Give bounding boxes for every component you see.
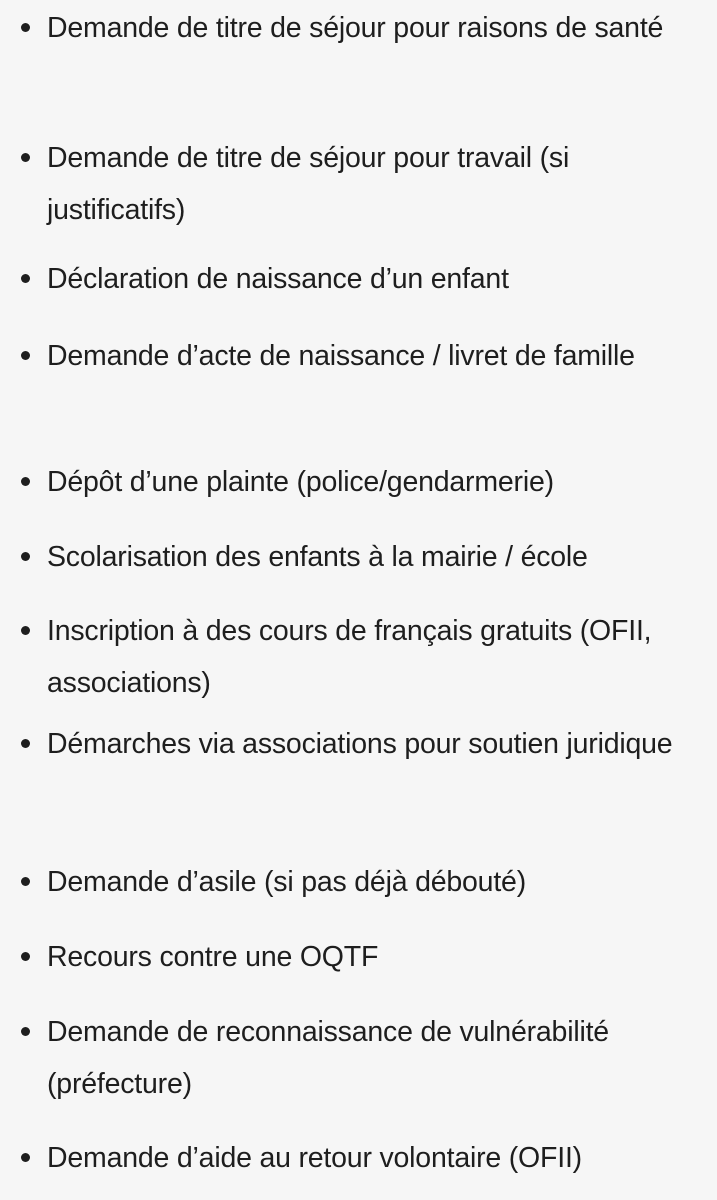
bullet-icon bbox=[21, 739, 30, 748]
bullet-icon bbox=[21, 274, 30, 283]
bullet-icon bbox=[21, 477, 30, 486]
bullet-icon bbox=[21, 877, 30, 886]
list-item-text: Demande d’aide au retour volontaire (OFII) bbox=[47, 1142, 582, 1174]
bullet-icon bbox=[21, 552, 30, 561]
list-item-text: Scolarisation des enfants à la mairie / école bbox=[47, 541, 588, 573]
list-item-text: Demande de titre de séjour pour raisons de santé bbox=[47, 12, 664, 44]
list-item-text: Déclaration de naissance d’un enfant bbox=[47, 263, 509, 295]
bullet-icon bbox=[21, 626, 30, 635]
bullet-icon bbox=[21, 1027, 30, 1036]
list-item-text: Demande de reconnaissance de vulnérabilité (préfecture) bbox=[47, 1016, 609, 1100]
list-item-text: Dépôt d’une plainte (police/gendarmerie) bbox=[47, 466, 554, 498]
bullet-icon bbox=[21, 1153, 30, 1162]
bullet-icon bbox=[21, 952, 30, 961]
list-item-text: Inscription à des cours de français gratuits (OFII, associations) bbox=[47, 615, 652, 699]
bullet-icon bbox=[21, 153, 30, 162]
list-item-text: Recours contre une OQTF bbox=[47, 941, 379, 973]
list-item-text: Demande d’asile (si pas déjà débouté) bbox=[47, 866, 526, 898]
bullet-icon bbox=[21, 23, 30, 32]
bullet-icon bbox=[21, 351, 30, 360]
list-item-text: Démarches via associations pour soutien juridique bbox=[47, 728, 673, 760]
list-item-text: Demande d’acte de naissance / livret de famille bbox=[47, 340, 635, 372]
list-item-text: Demande de titre de séjour pour travail (si justificatifs) bbox=[47, 142, 570, 226]
